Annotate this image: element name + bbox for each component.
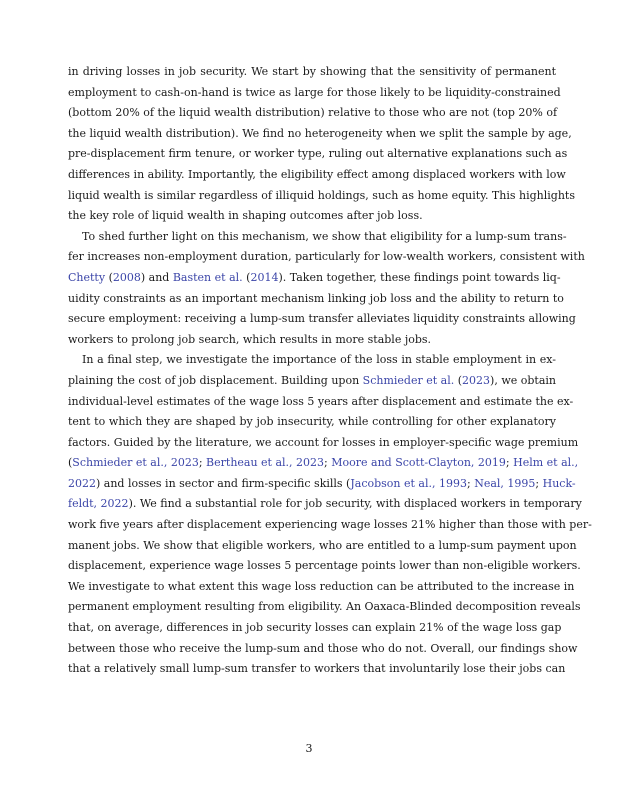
text-run: ), we obtain xyxy=(490,373,556,387)
citation-link[interactable]: Jacobson et al., 1993 xyxy=(350,476,467,490)
citation-link[interactable]: 2023 xyxy=(462,373,491,387)
text-run: manent jobs. We show that eligible workers, who are entitled to a lump-sum payment upon xyxy=(68,538,577,552)
text-line xyxy=(68,494,582,515)
text-run: ; xyxy=(467,476,475,490)
paragraph xyxy=(68,350,592,680)
text-run: ; xyxy=(324,456,332,470)
text-run: fer increases non-employment duration, particularly for low-wealth workers, consistent with xyxy=(68,250,585,264)
citation-link[interactable]: Moore and Scott-Clayton, 2019 xyxy=(331,456,506,470)
text-line xyxy=(68,392,574,413)
citation-link[interactable]: 2014 xyxy=(250,270,279,284)
text-run: We investigate to what extent this wage loss reduction can be attributed to the increase in xyxy=(68,579,575,593)
paragraph xyxy=(68,227,585,351)
citation-link[interactable]: Basten et al. xyxy=(172,270,243,284)
text-run: permanent employment resulting from eligibility. An Oaxaca-Blinded decomposition reveals xyxy=(68,600,581,614)
text-run: ( xyxy=(105,270,113,284)
text-run: In a final step, we investigate the importance of the loss in stable employment in ex- xyxy=(82,353,556,367)
text-line xyxy=(68,289,564,310)
text-run: liquid wealth is similar regardless of illiquid holdings, such as home equity. This highlights xyxy=(68,188,575,202)
text-line xyxy=(68,268,561,289)
citation-link[interactable]: feldt, 2022 xyxy=(68,497,129,511)
text-line xyxy=(68,453,579,474)
text-run: displacement, experience wage losses 5 percentage points lower than non-eligible workers. xyxy=(68,559,581,573)
text-line xyxy=(68,227,567,248)
text-line xyxy=(68,124,572,145)
text-run: differences in ability. Importantly, the eligibility effect among displaced workers with low xyxy=(68,167,566,181)
text-line xyxy=(68,309,576,330)
text-run: work five years after displacement experiencing wage losses 21% higher than those with per- xyxy=(68,518,592,532)
text-line xyxy=(68,659,566,680)
text-run: individual-level estimates of the wage loss 5 years after displacement and estimate the ex- xyxy=(68,394,574,408)
text-run: tent to which they are shaped by job insecurity, while controlling for other explanatory xyxy=(68,415,556,429)
text-run: the key role of liquid wealth in shaping outcomes after job loss. xyxy=(68,209,423,223)
paragraph xyxy=(68,62,575,227)
citation-link[interactable]: Schmieder et al., 2023 xyxy=(72,456,199,470)
text-run: that a relatively small lump-sum transfer to workers that involuntarily lose their jobs can xyxy=(68,662,566,676)
text-line xyxy=(68,186,575,207)
text-line xyxy=(68,247,585,268)
text-line xyxy=(68,536,577,557)
text-line xyxy=(68,639,578,660)
page-number: 3 xyxy=(305,742,313,755)
text-run: ; xyxy=(505,456,514,470)
text-line xyxy=(68,515,592,536)
text-run: plaining the cost of job displacement. Building upon xyxy=(68,373,363,387)
text-run: pre-displacement firm tenure, or worker type, ruling out alternative explanations such as xyxy=(68,147,568,161)
text-run: ( xyxy=(454,373,463,387)
text-line xyxy=(68,350,556,371)
text-line xyxy=(68,412,556,433)
text-line xyxy=(68,165,566,186)
citation-link[interactable]: Schmieder et al. xyxy=(362,373,455,387)
citation-link[interactable]: 2008 xyxy=(112,270,141,284)
text-line xyxy=(68,618,562,639)
text-run: ) and xyxy=(140,270,173,284)
text-run: (bottom 20% of the liquid wealth distribution) relative to those who are not (top 20% of xyxy=(68,106,558,120)
citation-link[interactable]: 2022 xyxy=(68,476,96,490)
text-run: uidity constraints as an important mechanism linking job loss and the ability to return to xyxy=(68,291,564,305)
text-run: To shed further light on this mechanism, we show that eligibility for a lump-sum trans- xyxy=(82,229,567,243)
text-run: in driving losses in job security. We start by showing that the sensitivity of permanent xyxy=(68,65,556,78)
text-run: the liquid wealth distribution). We find no heterogeneity when we split the sample by age, xyxy=(68,126,572,140)
text-run: ( xyxy=(242,270,251,284)
text-run: ; xyxy=(198,456,207,470)
text-run: ). We find a substantial role for job security, with displaced workers in temporary xyxy=(128,497,582,511)
text-line xyxy=(68,371,556,392)
text-run: secure employment: receiving a lump-sum transfer alleviates liquidity constraints allowing xyxy=(68,312,576,326)
text-run: workers to prolong job search, which results in more stable jobs. xyxy=(68,332,432,346)
citation-link[interactable]: Huck- xyxy=(542,476,576,490)
text-line xyxy=(68,597,581,618)
text-line xyxy=(68,62,556,83)
citation-link[interactable]: Helm et al., xyxy=(513,456,579,470)
text-line xyxy=(68,556,581,577)
text-run: that, on average, differences in job security losses can explain 21% of the wage loss gap xyxy=(68,621,562,635)
citation-link[interactable]: Neal, 1995 xyxy=(474,476,536,490)
text-run: employment to cash-on-hand is twice as large for those likely to be liquidity-constrained xyxy=(68,85,561,99)
text-line xyxy=(68,330,556,351)
text-run: ( xyxy=(68,456,73,470)
text-line xyxy=(68,103,556,124)
text-run: factors. Guided by the literature, we account for losses in employer-specific wage premium xyxy=(68,435,579,449)
text-line xyxy=(68,144,568,165)
text-run: ). Taken together, these findings point towards liq- xyxy=(278,270,561,284)
citation-link[interactable]: Chetty xyxy=(68,270,106,284)
page-body xyxy=(68,62,592,680)
text-line xyxy=(68,474,576,495)
text-line xyxy=(68,577,575,598)
text-line xyxy=(68,433,579,454)
text-line xyxy=(68,83,561,104)
citation-link[interactable]: Bertheau et al., 2023 xyxy=(206,456,325,470)
text-run: between those who receive the lump-sum and those who do not. Overall, our findings show xyxy=(68,641,578,655)
text-run: ) and losses in sector and firm-specific skills ( xyxy=(96,476,351,490)
text-run: ; xyxy=(535,476,543,490)
text-line xyxy=(68,206,556,227)
